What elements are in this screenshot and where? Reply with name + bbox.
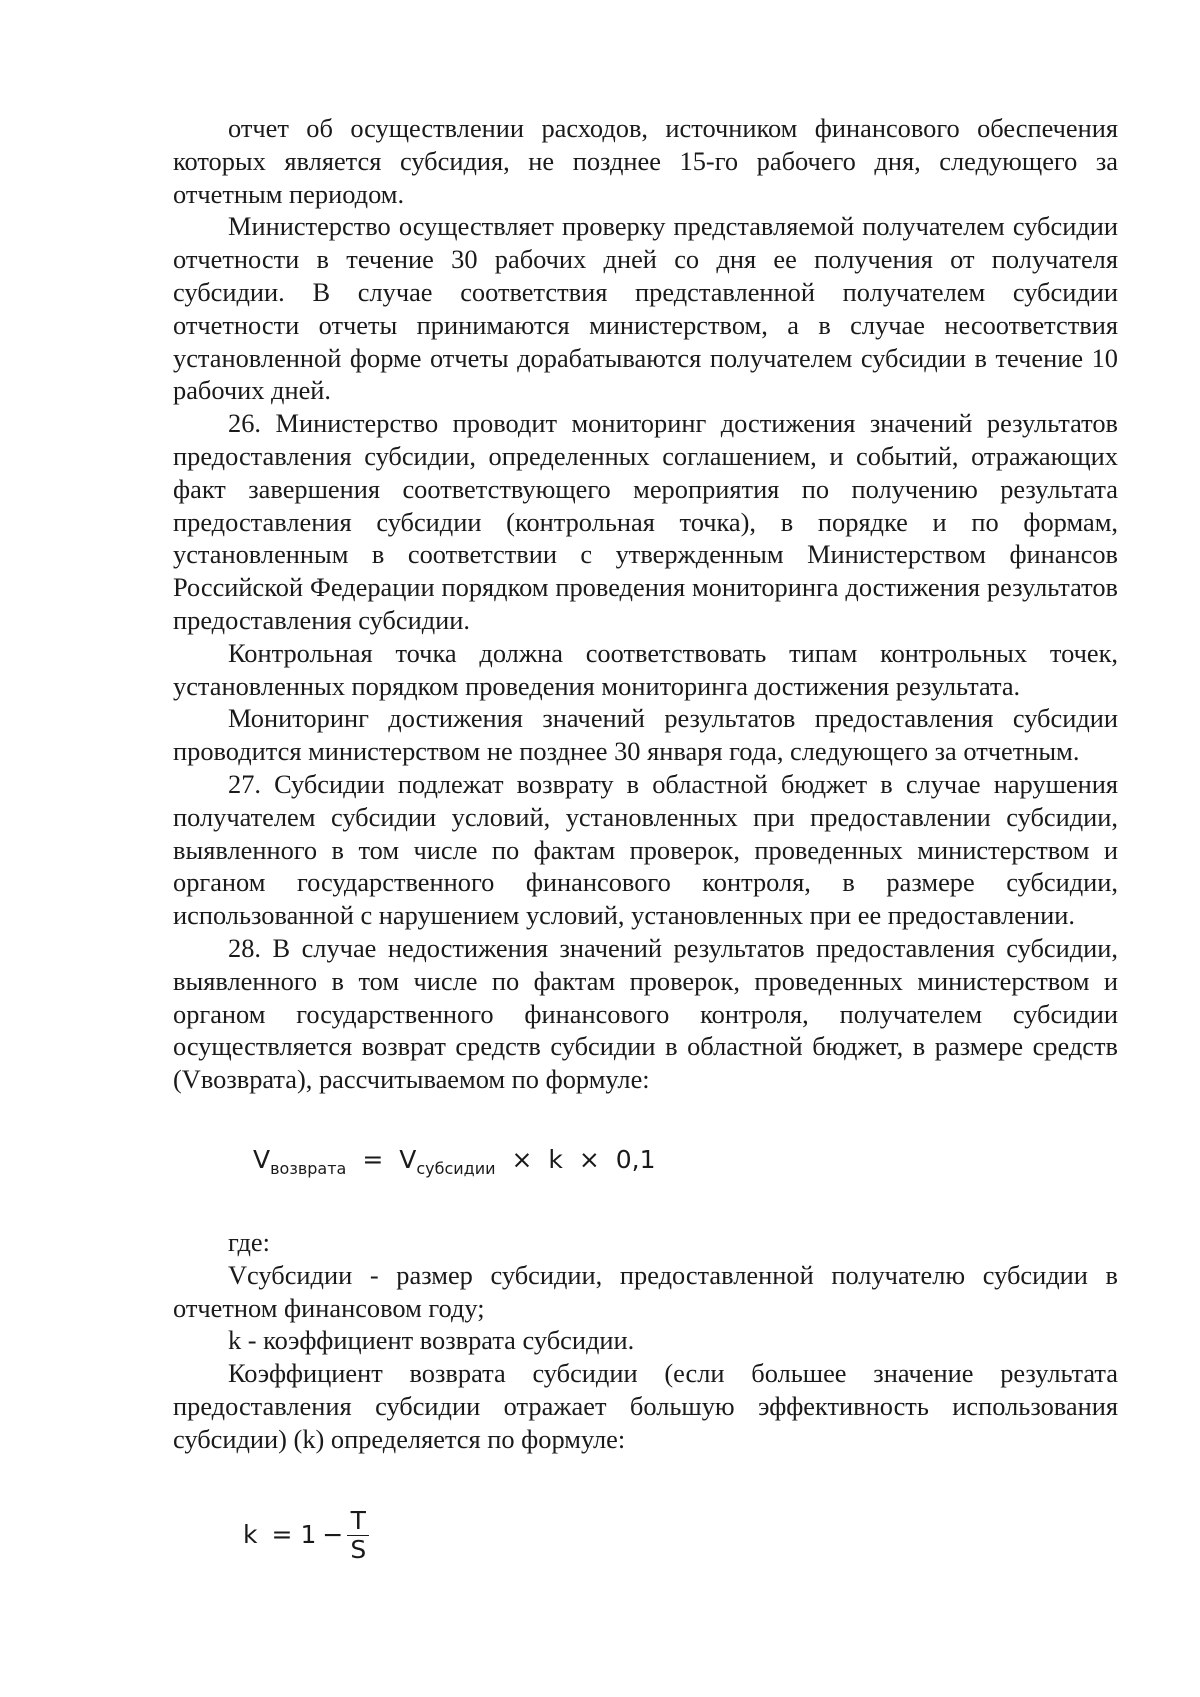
formula-lhs-subscript: возврата (270, 1158, 347, 1178)
paragraph-report: отчет об осуществлении расходов, источником финансового обеспечения которых является субсидия, не позднее 15-го рабочего дня, следующего за отчетным периодом. (173, 113, 1118, 209)
formula-k: k (548, 1144, 563, 1174)
formula2-fraction (347, 1507, 369, 1564)
paragraph-27: 27. Субсидии подлежат возврату в областной бюджет в случае нарушения получателем субсидии условий, установленных при предоставлении субсидии, выявленного в том числе по фактам проверок, проведенных министерством и органом государственного финансового контроля, в размере субсидии, использованной с нарушением условий, установленных при ее предоставлении. (173, 768, 1118, 931)
formula-return-amount (253, 1144, 1118, 1186)
paragraph-26: 26. Министерство проводит мониторинг достижения значений результатов предоставления субсидии, определенных соглашением, и событий, отражающих факт завершения соответствующего мероприятия по получению результата предоставления субсидии (контрольная точка), в порядке и по формам, установленным в соответствии с утвержденным Министерством финансов Российской Федерации порядком проведения мониторинга достижения результатов предоставления субсидии. (173, 408, 1118, 635)
paragraph-28: 28. В случае недостижения значений результатов предоставления субсидии, выявленного в том числе по фактам проверок, проведенных министерством и органом государственного финансового контроля, получателем субсидии осуществляется возврат средств субсидии в областной бюджет, в размере средств (Vвозврата), рассчитываемом по формуле: (173, 932, 1118, 1095)
fraction-numerator: T (350, 1505, 366, 1535)
formula2-one: 1 (300, 1520, 317, 1550)
paragraph-control-point: Контрольная точка должна соответствовать типам контрольных точек, установленных порядком проведения мониторинга достижения результата. (173, 637, 1118, 701)
paragraph-monitoring: Мониторинг достижения значений результатов предоставления субсидии проводится министерством не позднее 30 января года, следующего за отчетным. (173, 703, 1118, 767)
definition-v-subsidy: Vсубсидии - размер субсидии, предоставленной получателю субсидии в отчетном финансовом году; (173, 1259, 1118, 1323)
formula2-equals: = (271, 1520, 293, 1550)
paragraph-verification: Министерство осуществляет проверку представляемой получателем субсидии отчетности в течение 30 рабочих дней со дня ее получения от получателя субсидии. В случае соответствия представленной получателем субсидии отчетности отчеты принимаются министерством, а в случае несоответствия установленной форме отчеты дорабатываются получателем субсидии в течение 10 рабочих дней. (173, 211, 1118, 406)
formula2-minus: − (322, 1520, 344, 1550)
formula2-lhs: k (243, 1520, 258, 1550)
formula-factor: 0,1 (615, 1144, 656, 1174)
formula-times-1: × (511, 1144, 533, 1174)
formula-lhs: V (253, 1144, 271, 1174)
formula-subsidy-subscript: субсидии (416, 1158, 496, 1178)
where-label: где: (228, 1226, 270, 1257)
formula-times-2: × (578, 1144, 600, 1174)
definition-k: k - коэффициент возврата субсидии. (228, 1325, 635, 1356)
formula-coefficient (243, 1495, 1118, 1575)
document-page (173, 112, 1118, 1575)
paragraph-coefficient: Коэффициент возврата субсидии (если большее значение результата предоставления субсидии отражает большую эффективность использования субсидии) (k) определяется по формуле: (173, 1358, 1118, 1454)
formula-subsidy: V (399, 1144, 417, 1174)
fraction-denominator: S (350, 1534, 367, 1564)
formula-equals: = (362, 1144, 384, 1174)
